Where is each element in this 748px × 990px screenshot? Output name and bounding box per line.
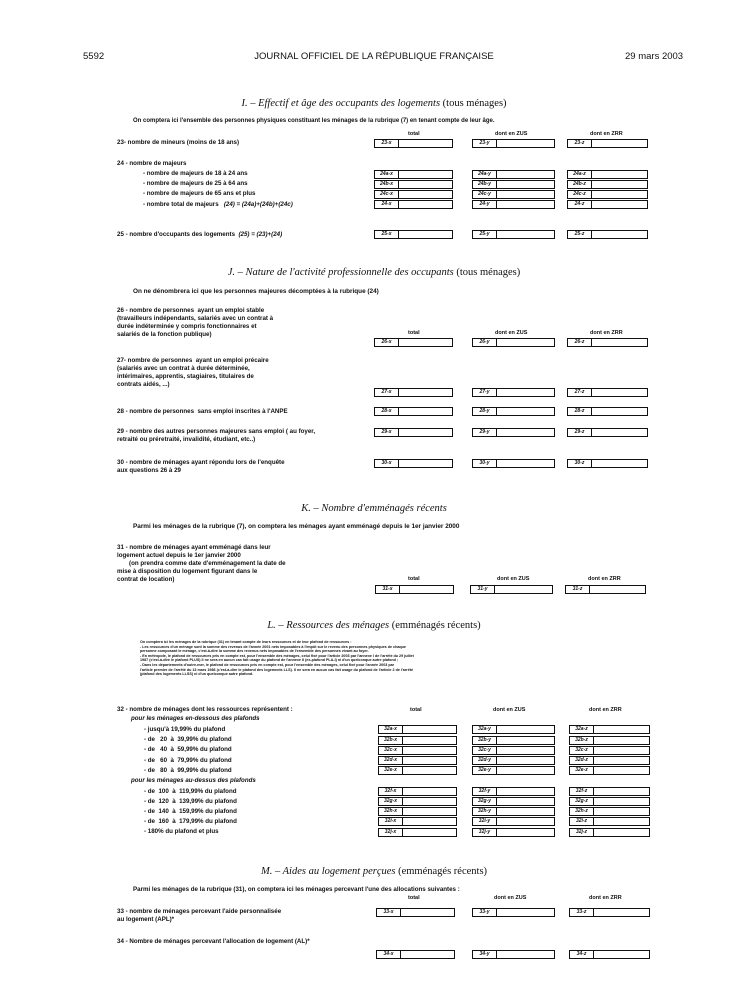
field-32h-x[interactable]: 32h-x bbox=[378, 807, 457, 816]
field-34-y[interactable]: 34-y bbox=[472, 950, 555, 959]
field-23-x[interactable]: 23-x bbox=[374, 139, 453, 148]
col-header-zrr: dont en ZRR bbox=[588, 576, 621, 582]
field-28-x[interactable]: 28-x bbox=[374, 407, 453, 416]
field-31-x[interactable]: 31-x bbox=[375, 585, 454, 594]
field-32d-z[interactable]: 32d-z bbox=[569, 756, 650, 765]
section-l-fine-print: On comptera ici les ménages de la rubrique (31) en tenant compte de leurs ressources et de leur plafond de ressources : - Les ressources d'un ménage sont la somme des revenus de l'année 2001 nets imposables à l'impôt sur le revenu des personnes physiques de chaque personne composant le ménage, c'est-à-dire la somme des revenus nets imposables de l'ensemble des personnes vivant au foyer. - En métropole, le plafond de ressources pris en compte est, pour l'ensemble des ménages, celui fixé pour l'article 2003 par l'annexe I de l'arrêté du 29 juillet 1987 (c'est-à-dire le plafond PLUS) il ne sera en aucun cas fait usage du plafond de l'annexe II (ex-plafond PLA-I) ni d'un quelconque autre plafond ; - Dans les départements d'outre-mer, le plafond de ressources pris en compte est, pour l'ensemble des ménages, celui fixé pour l'année 2003 par l'article premier de l'arrêté du 13 mars 1986 (c'est-à-dire le plafond des logements LLS). Il ne sera en aucun cas fait usage du plafond de l'article 2 de l'arrêté (plafond des logements LLSS) ni d'un quelconque autre plafond. bbox=[140, 640, 414, 677]
row-32i-label: - de 160 à 179,99% du plafond bbox=[144, 818, 237, 825]
section-j-intro: On ne dénombrera ici que les personnes majeures décomptées à la rubrique (24) bbox=[133, 288, 379, 295]
row-26-label: 26 - nombre de personnes ayant un emploi stable (travailleurs indépendants, salariés avec un contrat à durée indéterminée y compris fonctionnaires et salariés de la fonction publique) bbox=[117, 307, 274, 338]
field-32a-y[interactable]: 32a-y bbox=[472, 725, 555, 734]
field-32c-y[interactable]: 32c-y bbox=[472, 746, 555, 755]
field-30-y[interactable]: 30-y bbox=[472, 459, 555, 468]
row-24c-label: - nombre de majeurs de 65 ans et plus bbox=[143, 190, 256, 197]
row-32-under-label: pour les ménages en-dessous des plafonds bbox=[131, 715, 260, 722]
field-25-z[interactable]: 25-z bbox=[567, 230, 648, 239]
row-30-label: 30 - nombre de ménages ayant répondu lors de l'enquête aux questions 26 à 29 bbox=[117, 459, 285, 474]
row-32h-label: - de 140 à 159,99% du plafond bbox=[144, 808, 237, 815]
field-27-x[interactable]: 27-x bbox=[374, 388, 453, 397]
field-32e-x[interactable]: 32e-x bbox=[378, 766, 457, 775]
col-header-zrr: dont en ZRR bbox=[589, 707, 622, 713]
col-header-zrr: dont en ZRR bbox=[589, 895, 622, 901]
field-32b-z[interactable]: 32b-z bbox=[569, 736, 650, 745]
field-24-z[interactable]: 24-z bbox=[567, 200, 648, 209]
field-32c-x[interactable]: 32c-x bbox=[378, 746, 457, 755]
row-32c-label: - de 40 à 59,99% du plafond bbox=[144, 746, 232, 753]
field-24c-z[interactable]: 24c-z bbox=[567, 190, 648, 199]
col-header-zus: dont en ZUS bbox=[495, 131, 528, 137]
col-header-zrr: dont en ZRR bbox=[590, 131, 623, 137]
section-i-intro: On comptera ici l'ensemble des personnes physiques constituant les ménages de la rubrique (7) en tenant compte de leur âge. bbox=[133, 118, 495, 124]
field-30-z[interactable]: 30-z bbox=[567, 459, 648, 468]
col-header-zus: dont en ZUS bbox=[494, 895, 527, 901]
row-24b-label: - nombre de majeurs de 25 à 64 ans bbox=[143, 180, 248, 187]
field-26-z[interactable]: 26-z bbox=[567, 338, 648, 347]
field-24-x[interactable]: 24-x bbox=[374, 200, 453, 209]
field-30-x[interactable]: 30-x bbox=[374, 459, 453, 468]
field-24b-y[interactable]: 24b-y bbox=[472, 180, 555, 189]
field-32b-x[interactable]: 32b-x bbox=[378, 736, 457, 745]
section-k-intro: Parmi les ménages de la rubrique (7), on comptera les ménages ayant emménagé depuis le 1er janvier 2000 bbox=[133, 523, 460, 530]
field-27-z[interactable]: 27-z bbox=[567, 388, 648, 397]
field-29-y[interactable]: 29-y bbox=[472, 428, 555, 437]
field-31-z[interactable]: 31-z bbox=[565, 585, 646, 594]
row-27-label: 27- nombre de personnes ayant un emploi précaire (salariés avec un contrat à durée déterminée, intérimaires, apprentis, stagiaires, titulaires de contrats aidés, ...) bbox=[117, 357, 269, 388]
row-32-label: 32 - nombre de ménages dont les ressources représentent : bbox=[117, 706, 293, 713]
field-32i-z[interactable]: 32i-z bbox=[569, 817, 650, 826]
col-header-total: total bbox=[408, 895, 420, 901]
field-24-y[interactable]: 24-y bbox=[472, 200, 555, 209]
row-25-label: 25 - nombre d'occupants des logements (25) = (23)+(24) bbox=[117, 231, 283, 238]
field-28-y[interactable]: 28-y bbox=[472, 407, 555, 416]
section-j-title: J. – Nature de l'activité professionnelle des occupants (tous ménages) bbox=[227, 267, 521, 278]
field-32b-y[interactable]: 32b-y bbox=[472, 736, 555, 745]
field-25-x[interactable]: 25-x bbox=[374, 230, 453, 239]
field-33-y[interactable]: 33-y bbox=[472, 908, 555, 917]
field-32g-y[interactable]: 32g-y bbox=[472, 797, 555, 806]
field-27-y[interactable]: 27-y bbox=[472, 388, 555, 397]
field-24a-x[interactable]: 24a-x bbox=[374, 170, 453, 179]
row-32b-label: - de 20 à 39,99% du plafond bbox=[144, 736, 232, 743]
field-32f-z[interactable]: 32f-z bbox=[569, 787, 650, 796]
field-32j-x[interactable]: 32j-x bbox=[378, 828, 457, 837]
field-32e-y[interactable]: 32e-y bbox=[472, 766, 555, 775]
field-32a-z[interactable]: 32a-z bbox=[569, 725, 650, 734]
page-number: 5592 bbox=[83, 51, 105, 62]
section-m-intro: Parmi les ménages de la rubrique (31), on comptera ici les ménages percevant l'une des allocations suivantes : bbox=[133, 886, 460, 893]
row-28-label: 28 - nombre de personnes sans emploi inscrites à l'ANPE bbox=[117, 408, 288, 415]
row-24-label: 24 - nombre de majeurs bbox=[117, 160, 187, 167]
field-32d-x[interactable]: 32d-x bbox=[378, 756, 457, 765]
col-header-zrr: dont en ZRR bbox=[590, 330, 623, 336]
field-32i-x[interactable]: 32i-x bbox=[378, 817, 457, 826]
field-32d-y[interactable]: 32d-y bbox=[472, 756, 555, 765]
field-29-x[interactable]: 29-x bbox=[374, 428, 453, 437]
field-26-x[interactable]: 26-x bbox=[374, 338, 453, 347]
field-28-z[interactable]: 28-z bbox=[567, 407, 648, 416]
field-26-y[interactable]: 26-y bbox=[472, 338, 555, 347]
field-23-z[interactable]: 23-z bbox=[567, 139, 648, 148]
field-24c-x[interactable]: 24c-x bbox=[374, 190, 453, 199]
issue-date: 29 mars 2003 bbox=[625, 51, 684, 62]
field-32a-x[interactable]: 32a-x bbox=[378, 725, 457, 734]
field-23-y[interactable]: 23-y bbox=[472, 139, 555, 148]
field-32f-y[interactable]: 32f-y bbox=[472, 787, 555, 796]
field-34-x[interactable]: 34-x bbox=[376, 950, 455, 959]
col-header-total: total bbox=[408, 576, 420, 582]
field-32i-y[interactable]: 32i-y bbox=[472, 817, 555, 826]
section-m-title: M. – Aides au logement perçues (emménagés récents) bbox=[260, 866, 488, 877]
field-25-y[interactable]: 25-y bbox=[472, 230, 555, 239]
field-24b-x[interactable]: 24b-x bbox=[374, 180, 453, 189]
field-32g-x[interactable]: 32g-x bbox=[378, 797, 457, 806]
field-24b-z[interactable]: 24b-z bbox=[567, 180, 648, 189]
row-24a-label: - nombre de majeurs de 18 à 24 ans bbox=[143, 170, 248, 177]
field-24a-z[interactable]: 24a-z bbox=[567, 170, 648, 179]
section-i-title: I. – Effectif et âge des occupants des logements (tous ménages) bbox=[241, 98, 507, 109]
row-32g-label: - de 120 à 139,99% du plafond bbox=[144, 798, 237, 805]
journal-title: JOURNAL OFFICIEL DE LA RÉPUBLIQUE FRANÇAISE bbox=[254, 51, 494, 62]
field-32c-z[interactable]: 32c-z bbox=[569, 746, 650, 755]
field-33-z[interactable]: 33-z bbox=[569, 908, 650, 917]
row-24t-label: - nombre total de majeurs (24) = (24a)+(24b)+(24c) bbox=[143, 201, 293, 208]
section-k-title: K. – Nombre d'emménagés récents bbox=[301, 503, 447, 514]
row-34-label: 34 - Nombre de ménages percevant l'allocation de logement (AL)* bbox=[117, 938, 310, 945]
field-24c-y[interactable]: 24c-y bbox=[472, 190, 555, 199]
row-33-label: 33 - nombre de ménages percevant l'aide personnalisée au logement (APL)* bbox=[117, 908, 282, 923]
field-24a-y[interactable]: 24a-y bbox=[472, 170, 555, 179]
field-32e-z[interactable]: 32e-z bbox=[569, 766, 650, 775]
section-l-title: L. – Ressources des ménages (emménagés récents) bbox=[267, 620, 481, 631]
field-31-y[interactable]: 31-y bbox=[470, 585, 553, 594]
field-32j-y[interactable]: 32j-y bbox=[472, 828, 555, 837]
field-32h-y[interactable]: 32h-y bbox=[472, 807, 555, 816]
row-32j-label: - 180% du plafond et plus bbox=[144, 828, 219, 835]
col-header-total: total bbox=[410, 707, 422, 713]
row-32a-label: - jusqu'à 19,99% du plafond bbox=[144, 726, 226, 733]
col-header-total: total bbox=[408, 131, 420, 137]
field-33-x[interactable]: 33-x bbox=[376, 908, 455, 917]
field-32h-z[interactable]: 32h-z bbox=[569, 807, 650, 816]
row-32-over-label: pour les ménages au-dessus des plafonds bbox=[131, 777, 256, 784]
col-header-zus: dont en ZUS bbox=[493, 707, 526, 713]
field-29-z[interactable]: 29-z bbox=[567, 428, 648, 437]
col-header-zus: dont en ZUS bbox=[495, 330, 528, 336]
field-34-z[interactable]: 34-z bbox=[569, 950, 650, 959]
field-32g-z[interactable]: 32g-z bbox=[569, 797, 650, 806]
row-32d-label: - de 60 à 79,99% du plafond bbox=[144, 757, 232, 764]
field-32f-x[interactable]: 32f-x bbox=[378, 787, 457, 796]
row-29-label: 29 - nombre des autres personnes majeures sans emploi ( au foyer, retraité ou préretraité, invalidité, étudiant, etc..) bbox=[117, 428, 316, 443]
row-32f-label: - de 100 à 119,99% du plafond bbox=[144, 788, 237, 795]
row-32e-label: - de 80 à 99,99% du plafond bbox=[144, 767, 232, 774]
col-header-zus: dont en ZUS bbox=[497, 576, 530, 582]
field-32j-z[interactable]: 32j-z bbox=[569, 828, 650, 837]
row-31-label: 31 - nombre de ménages ayant emménagé dans leur logement actuel depuis le 1er janvier 2000 (on prendra comme date d'emménagement la date de mise à disposition du logement figurant dans le contrat de location) bbox=[117, 544, 286, 583]
row-23-label: 23- nombre de mineurs (moins de 18 ans) bbox=[117, 139, 240, 146]
col-header-total: total bbox=[408, 330, 420, 336]
